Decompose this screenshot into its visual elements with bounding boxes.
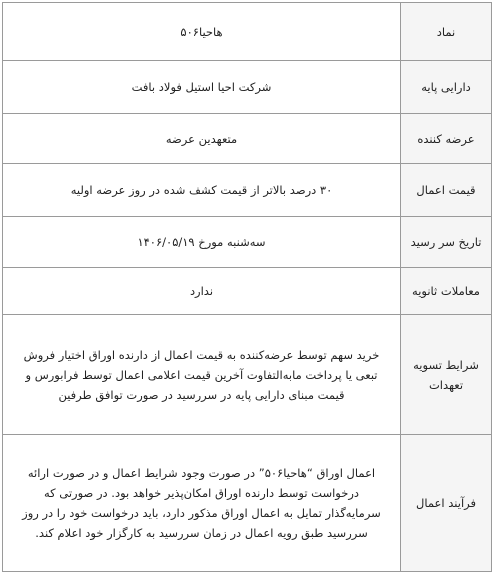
table-row-maturity-date <box>3 217 492 268</box>
row-label-settlement-terms: شرایط تسویه تعهدات <box>401 315 492 435</box>
row-value-exercise-process: اعمال اوراق “هاحیا۵۰۶” در صورت وجود شرایط اعمال و در صورت ارائه درخواست توسط دارنده اوراق امکان‌پذیر خواهد بود. در صورتی که سرمایه‌گذار تمایل به اعمال اوراق مذکور دارد، باید درخواست خود را در روز سررسید طبق رویه اعمال در زمان سررسید به کارگزار خود اعلام کند. <box>3 435 401 572</box>
row-value-underlying-asset: شرکت احیا استیل فولاد بافت <box>3 61 401 114</box>
table-row-underlying-asset <box>3 61 492 114</box>
row-label-exercise-process: فرآیند اعمال <box>401 435 492 572</box>
row-label-issuer: عرضه کننده <box>401 114 492 164</box>
table-row-strike-price <box>3 164 492 217</box>
row-value-secondary-trading: ندارد <box>3 268 401 315</box>
row-label-underlying-asset: دارایی پایه <box>401 61 492 114</box>
row-value-settlement-terms: خرید سهم توسط عرضه‌کننده به قیمت اعمال از دارنده اوراق اختیار فروش تبعی یا پرداخت مابه‌التفاوت آخرین قیمت اعلامی اعمال توسط فرابورس و قیمت مبنای دارایی پایه در سررسید در صورت توافق طرفین <box>3 315 401 435</box>
row-value-issuer: متعهدین عرضه <box>3 114 401 164</box>
table-row-symbol <box>3 3 492 61</box>
row-value-strike-price: ۳۰ درصد بالاتر از قیمت کشف شده در روز عرضه اولیه <box>3 164 401 217</box>
row-value-maturity-date: سه‌شنبه مورخ ۱۴۰۶/۰۵/۱۹ <box>3 217 401 268</box>
row-label-symbol: نماد <box>401 3 492 61</box>
table-row-settlement-terms <box>3 315 492 435</box>
option-specification-table <box>2 2 492 572</box>
table-row-exercise-process <box>3 435 492 572</box>
table-row-secondary-trading <box>3 268 492 315</box>
row-label-secondary-trading: معاملات ثانویه <box>401 268 492 315</box>
row-label-strike-price: قیمت اعمال <box>401 164 492 217</box>
table-row-issuer <box>3 114 492 164</box>
row-label-maturity-date: تاریخ سر رسید <box>401 217 492 268</box>
row-value-symbol: هاحیا۵۰۶ <box>3 3 401 61</box>
